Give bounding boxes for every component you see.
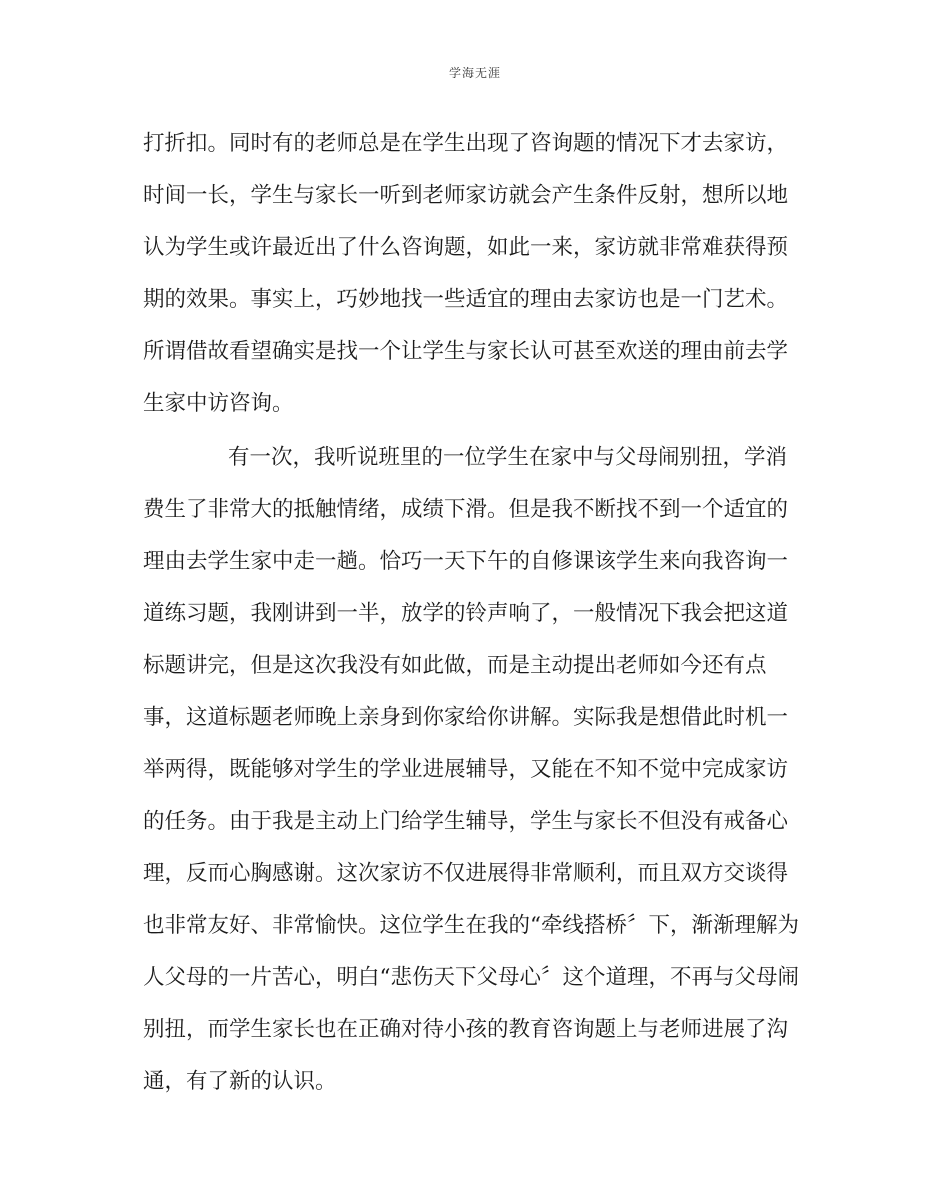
- text-line: 也非常友好、非常愉快。这位学生在我的“牵线搭桥〞下，渐渐理解为: [143, 913, 799, 938]
- text-line: 理由去学生家中走一趟。恰巧一天下午的自修课该学生来向我咨询一: [143, 549, 789, 574]
- text-line: 生家中访咨询。: [143, 391, 294, 416]
- text-line: 事，这道标题老师晚上亲身到你家给你讲解。实际我是想借此时机一: [143, 705, 789, 730]
- text-line: 理，反而心胸感谢。这次家访不仅进展得非常顺利，而且双方交谈得: [143, 861, 789, 886]
- text-line: 所谓借故看望确实是找一个让学生与家长认可甚至欢送的理由前去学: [143, 339, 789, 364]
- text-line: 举两得，既能够对学生的学业进展辅导，又能在不知不觉中完成家访: [143, 757, 789, 782]
- text-line: 打折扣。同时有的老师总是在学生出现了咨询题的情况下才去家访，: [143, 131, 789, 156]
- text-line: 通，有了新的认识。: [143, 1069, 337, 1094]
- page-header: 学海无涯: [448, 66, 501, 80]
- text-line: 时间一长，学生与家长一听到老师家访就会产生条件反射，想所以地: [143, 183, 789, 208]
- text-line: 道练习题，我刚讲到一半，放学的铃声响了，一般情况下我会把这道: [143, 601, 789, 626]
- text-line: 费生了非常大的抵触情绪，成绩下滑。但是我不断找不到一个适宜的: [143, 497, 789, 522]
- paragraph-first-line: 有一次，我听说班里的一位学生在家中与父母闹别扭，学消: [228, 445, 788, 470]
- text-line: 别扭，而学生家长也在正确对待小孩的教育咨询题上与老师进展了沟: [143, 1017, 789, 1042]
- text-line: 认为学生或许最近出了什么咨询题，如此一来，家访就非常难获得预: [143, 235, 789, 260]
- text-line: 标题讲完，但是这次我没有如此做，而是主动提出老师如今还有点: [143, 653, 767, 678]
- text-line: 的任务。由于我是主动上门给学生辅导，学生与家长不但没有戒备心: [143, 809, 789, 834]
- text-line: 期的效果。事实上，巧妙地找一些适宜的理由去家访也是一门艺术。: [143, 287, 789, 312]
- text-line: 人父母的一片苦心，明白“悲伤天下父母心〞这个道理，不再与父母闹: [143, 965, 799, 990]
